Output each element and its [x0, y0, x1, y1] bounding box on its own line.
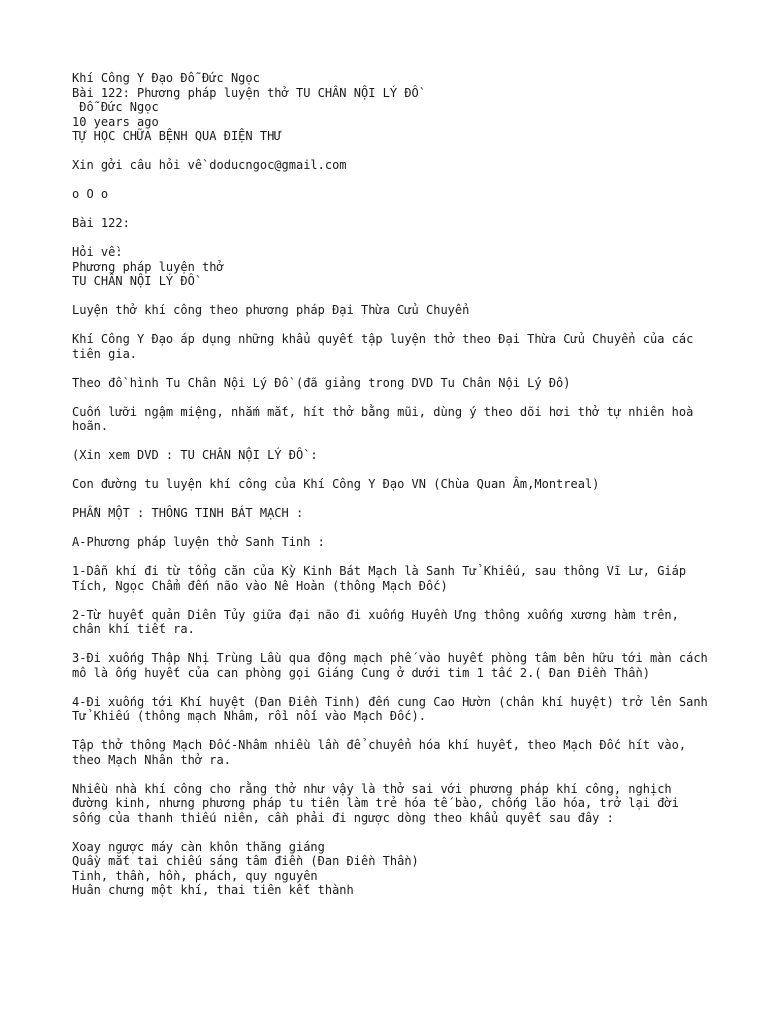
paragraph — [72, 448, 712, 463]
step-text: 4-Đi xuống tới Khí huyệt (Đan Điền Tinh) đến cung Cao Hườn (chân khí huyệt) trở lên Sanh Tử Khiếu (thông mạch Nhâm, rồi nối vào Mạch Đốc). — [72, 694, 708, 723]
contact-line — [72, 158, 712, 173]
paragraph-text: Luyện thở khí công theo phương pháp Đại Thừa Cửu Chuyển — [72, 303, 470, 317]
paragraph — [72, 376, 712, 391]
numbered-step — [72, 651, 712, 680]
paragraph-text: Khí Công Y Đạo áp dụng những khẩu quyết tập luyện thở theo Đại Thừa Cửu Chuyển của các tiên gia. — [72, 332, 694, 361]
question-line-1: Phương pháp luyện thở — [72, 259, 224, 274]
separator — [72, 187, 712, 202]
section-heading-text: PHẦN MỘT : THÔNG TINH BÁT MẠCH : — [72, 506, 304, 520]
lesson-title: Bài 122: Phương pháp luyện thở TU CHÂN NỘI LÝ ĐỒ — [72, 85, 419, 100]
section-heading — [72, 506, 712, 521]
paragraph-text: Nhiều nhà khí công cho rằng thở như vậy là thở sai với phương pháp khí công, nghịch đường kinh, nhưng phương pháp tu tiên làm trẻ hóa tế bào, chống lão hóa, trở lại đời sống của thanh thiếu niên, cần phải đi ngược dòng theo khẩu quyết sau đây : — [72, 781, 679, 825]
lesson-label — [72, 216, 712, 231]
separator-text: o O o — [72, 187, 109, 201]
verse-line-4: Huân chưng một khí, thai tiên kết thành — [72, 883, 354, 897]
document-page — [72, 71, 712, 898]
paragraph-text: Tập thở thông Mạch Đốc-Nhâm nhiều lần để chuyển hóa khí huyết, theo Mạch Đốc hít vào, theo Mạch Nhân thở ra. — [72, 738, 687, 767]
author-line: Đỗ Đức Ngọc — [72, 100, 159, 114]
paragraph — [72, 477, 712, 492]
subsection-heading-text: A-Phương pháp luyện thở Sanh Tinh : — [72, 535, 325, 549]
paragraph-text: (Xin xem DVD : TU CHÂN NỘI LÝ ĐỒ : — [72, 448, 318, 462]
document-header — [72, 71, 712, 144]
site-title: Khí Công Y Đạo Đỗ Đức Ngọc — [72, 71, 260, 85]
category-line: TỰ HỌC CHỮA BỆNH QUA ĐIỆN THƯ — [72, 129, 282, 143]
post-age: 10 years ago — [72, 114, 159, 129]
verse-line-2: Quầy mắt tai chiếu sáng tâm điền (Đan Điền Thần) — [72, 854, 419, 868]
numbered-step — [72, 695, 712, 724]
step-text: 2-Từ huyết quản Diên Tủy giữa đại não đi xuống Huyền Ưng thông xuống xương hàm trên, chân khí tiết ra. — [72, 607, 679, 636]
question-line-2: TU CHÂN NỘI LÝ ĐỒ — [72, 274, 195, 288]
paragraph-text: Theo đồ hình Tu Chân Nội Lý Đồ (đã giảng trong DVD Tu Chân Nội Lý Đồ) — [72, 375, 571, 390]
question-block — [72, 245, 712, 289]
subsection-heading — [72, 535, 712, 550]
step-text: 1-Dẫn khí đi từ tổng căn của Kỳ Kinh Bát Mạch là Sanh Tử Khiếu, sau thông Vĩ Lư, Giáp Tích, Ngọc Chẩm đến não vào Nê Hoàn (thông Mạch Đốc) — [72, 564, 687, 593]
numbered-step — [72, 608, 712, 637]
paragraph — [72, 782, 712, 826]
paragraph — [72, 738, 712, 767]
paragraph-text: Cuốn lưỡi ngậm miệng, nhắm mắt, hít thở bằng mũi, dùng ý theo dõi hơi thở tự nhiên hoà hoãn. — [72, 404, 694, 433]
verse-block — [72, 840, 712, 898]
step-text: 3-Đi xuống Thập Nhị Trùng Lầu qua động mạch phế vào huyết phòng tâm bên hữu tới màn cách mô là ống huyết của can phòng gọi Giáng Cung ở dưới tim 1 tấc 2.( Đan Điền Thần) — [72, 651, 708, 680]
paragraph — [72, 332, 712, 361]
verse-line-1: Xoay ngược máy càn khôn thăng giáng — [72, 839, 325, 854]
paragraph — [72, 303, 712, 318]
question-label: Hỏi về: — [72, 245, 123, 259]
verse-line-3: Tinh, thần, hồn, phách, quy nguyên — [72, 868, 318, 883]
paragraph-text: Con đường tu luyện khí công của Khí Công Y Đạo VN (Chùa Quan Âm,Montreal) — [72, 477, 600, 491]
paragraph — [72, 405, 712, 434]
lesson-label-text: Bài 122: — [72, 216, 130, 230]
numbered-step — [72, 564, 712, 593]
contact-text: Xin gởi câu hỏi về doducngoc@gmail.com — [72, 158, 347, 172]
